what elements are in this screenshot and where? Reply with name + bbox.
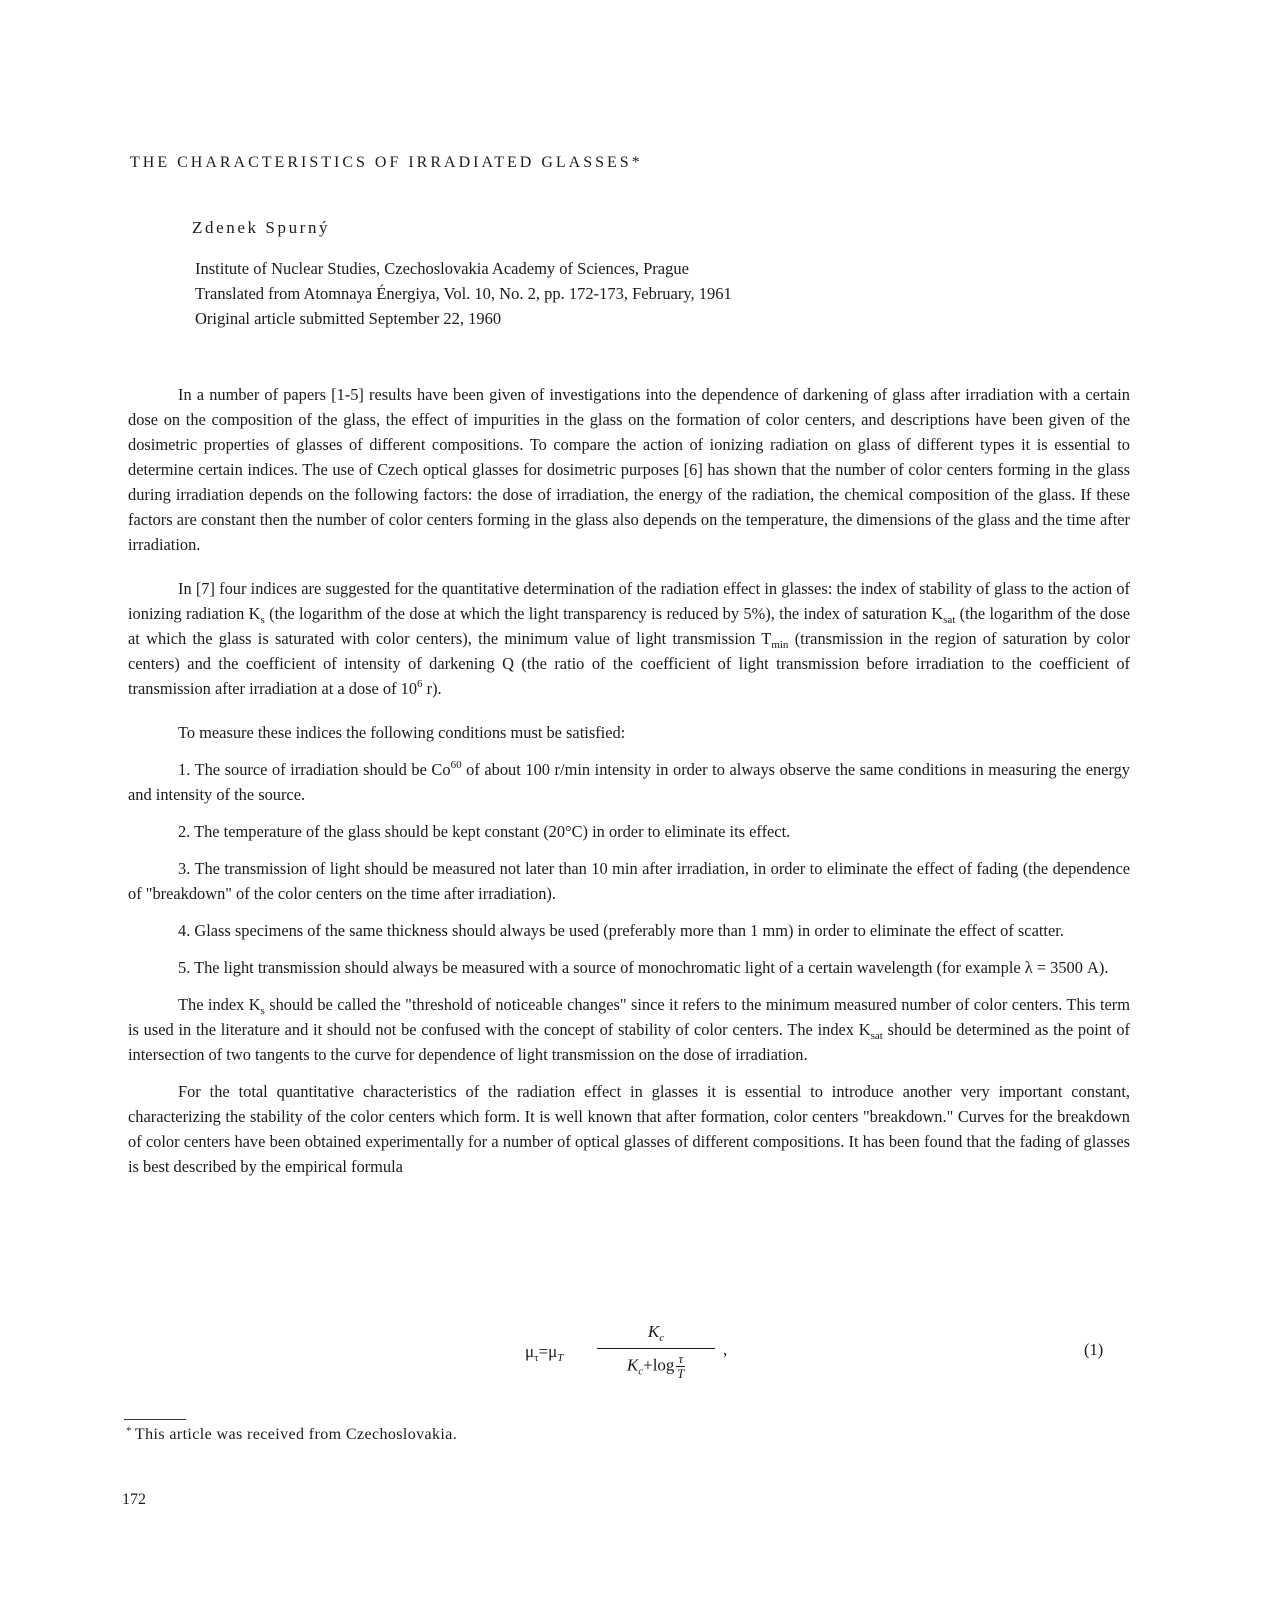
equation-number: (1) <box>1084 1340 1104 1359</box>
equation-fraction <box>597 1322 715 1381</box>
mu-symbol: μ <box>548 1342 558 1361</box>
subscript: s <box>260 614 265 626</box>
footnote <box>126 1425 457 1444</box>
condition-item-1 <box>128 757 1130 807</box>
paragraph-threshold <box>128 992 1130 1067</box>
page-number: 172 <box>122 1491 146 1508</box>
mu-symbol: μ <box>525 1342 535 1361</box>
text-run: +log <box>643 1355 675 1375</box>
affiliation-block <box>195 256 732 331</box>
text-run: τ <box>678 1351 684 1366</box>
text-run: should be determined as the point of intersection of two tangents to the curve for dependence of light transmission on the dose of irradiation. <box>128 1020 1130 1064</box>
equals-sign: = <box>538 1342 549 1361</box>
footnote-rule <box>124 1419 186 1420</box>
paragraph-fading: For the total quantitative characteristics of the radiation effect in glasses it is essential to introduce another very important constant, characterizing the stability of the color centers which form. It is well known that after formation, color centers "breakdown." Curves for the breakdown of color centers have been obtained experimentally for a number of optical glasses of different compositions. It has been found that the fading of glasses is best described by the empirical formula <box>128 1082 1130 1176</box>
article-body <box>128 382 1130 1191</box>
author-name: Zdenek Spurný <box>192 218 331 237</box>
equation-comma: , <box>723 1340 728 1359</box>
subscript: min <box>771 639 789 651</box>
condition-item-2: 2. The temperature of the glass should be kept constant (20°C) in order to eliminate its effect. <box>178 822 791 841</box>
equation-lhs <box>525 1342 563 1362</box>
fraction-numerator <box>597 1322 715 1346</box>
text-run: T <box>677 1366 685 1381</box>
text-run: The index K <box>178 995 261 1014</box>
fraction-denominator <box>597 1352 715 1381</box>
subscript: c <box>638 1365 644 1378</box>
equation-1 <box>525 1322 728 1386</box>
text-run: r). <box>422 679 442 698</box>
subscript: sat <box>943 614 956 626</box>
text-run: K <box>626 1355 639 1375</box>
superscript: 60 <box>450 759 462 771</box>
condition-item-4: 4. Glass specimens of the same thickness should always be used (preferably more than 1 mm) in order to eliminate the effect of scatter. <box>178 921 1064 940</box>
text-run: (transmission in the region of saturation by color centers) and the coefficient of intensity of darkening Q (the ratio of the coefficient of light transmission before irradiation to the coefficient of transmission after irradiation at a dose of 10 <box>128 629 1130 698</box>
submission-date: Original article submitted September 22, 1960 <box>195 309 502 328</box>
text-run: (the logarithm of the dose at which the glass is saturated with color centers), the minimum value of light transmission T <box>128 604 1130 648</box>
text-run: of about 100 r/min intensity in order to always observe the same conditions in measuring the energy and intensity of the source. <box>128 760 1130 804</box>
paragraph-conditions: To measure these indices the following conditions must be satisfied: <box>178 723 626 742</box>
text-run: 1. The source of irradiation should be Co <box>178 760 451 779</box>
article-title <box>130 154 643 172</box>
footnote-mark: * <box>126 1425 132 1437</box>
translation-note: Translated from Atomnaya Énergiya, Vol. 10, No. 2, pp. 172-173, February, 1961 <box>195 284 732 303</box>
text-run: (the logarithm of the dose at which the light transparency is reduced by 5%), the index of saturation K <box>264 604 944 623</box>
tau-over-T <box>676 1352 685 1381</box>
subscript: c <box>659 1332 665 1344</box>
condition-item-3: 3. The transmission of light should be measured not later than 10 min after irradiation, in order to eliminate the effect of fading (the dependence of "breakdown" of the color centers on the time after irradiation). <box>128 859 1130 903</box>
T-subscript: T <box>557 1352 564 1364</box>
footnote-text: This article was received from Czechoslovakia. <box>134 1426 458 1443</box>
text-run: K <box>647 1322 660 1341</box>
paragraph-indices <box>128 576 1130 701</box>
fraction-bar <box>597 1348 715 1349</box>
text-run: In [7] four indices are suggested for the quantitative determination of the radiation effect in glasses: the index of stability of glass to the action of ionizing radiation K <box>128 579 1130 623</box>
superscript: 6 <box>417 678 423 690</box>
subscript: s <box>260 1005 265 1017</box>
subscript: sat <box>870 1030 883 1042</box>
title-footnote-mark: * <box>631 154 643 171</box>
tau-subscript: τ <box>534 1352 539 1364</box>
paragraph-intro: In a number of papers [1-5] results have been given of investigations into the dependence of darkening of glass after irradiation with a certain dose on the composition of the glass, the effect of impurities in the glass on the formation of color centers, and descriptions have been given of the dosimetric properties of glasses of different compositions. To compare the action of ionizing radiation on glass of different types it is essential to determine certain indices. The use of Czech optical glasses for dosimetric purposes [6] has shown that the number of color centers forming in the glass during irradiation depends on the following factors: the dose of irradiation, the energy of the radiation, the chemical composition of the glass. If these factors are constant then the number of color centers forming in the glass also depends on the temperature, the dimensions of the glass and the time after irradiation. <box>128 385 1130 554</box>
title-text: THE CHARACTERISTICS OF IRRADIATED GLASSES <box>130 154 632 171</box>
affiliation: Institute of Nuclear Studies, Czechoslovakia Academy of Sciences, Prague <box>195 259 689 278</box>
text-run: should be called the "threshold of noticeable changes" since it refers to the minimum measured number of color centers. This term is used in the literature and it should not be confused with the concept of stability of color centers. The index K <box>128 995 1130 1039</box>
condition-item-5: 5. The light transmission should always be measured with a source of monochromatic light of a certain wavelength (for example λ = 3500 A). <box>178 958 1109 977</box>
